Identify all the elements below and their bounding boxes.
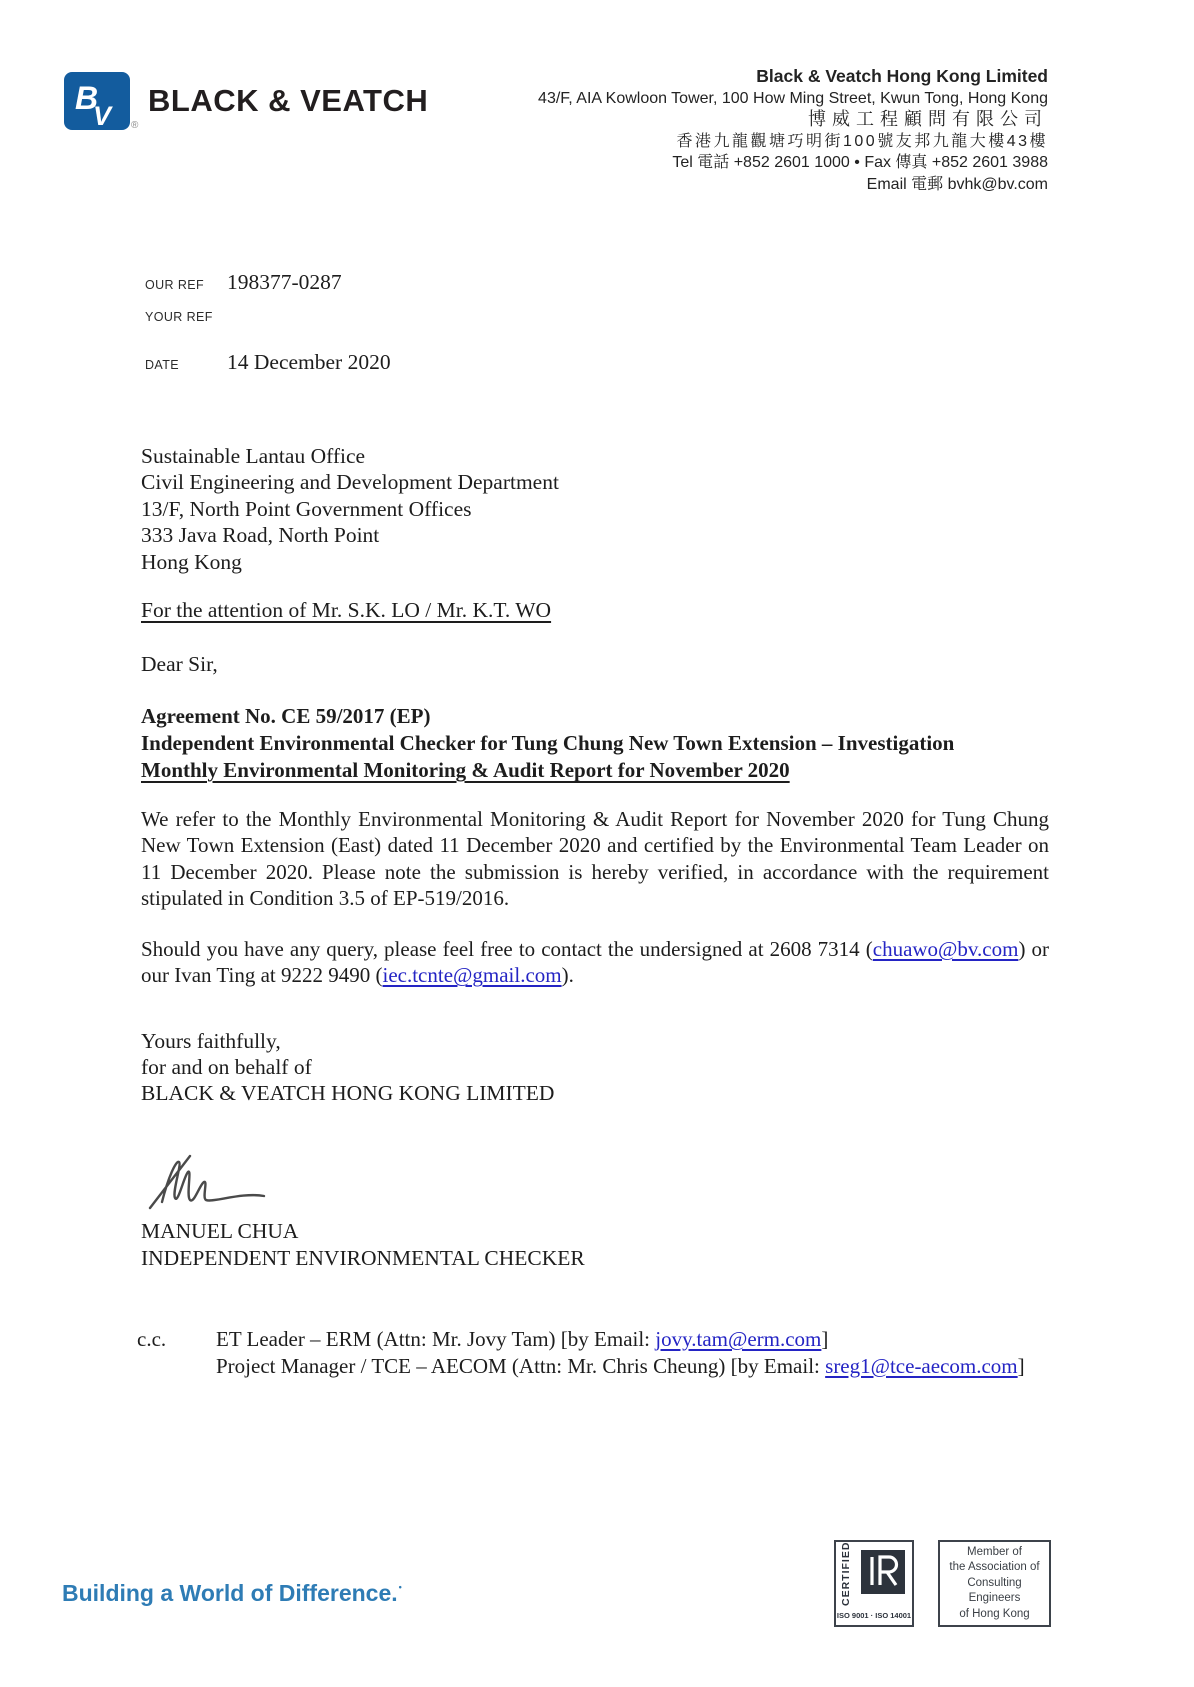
membership-line: the Association of bbox=[949, 1561, 1040, 1574]
cc-entry-text: ] bbox=[821, 1327, 829, 1351]
paragraph2-text: ). bbox=[561, 963, 574, 988]
email-link-iec-tcnte[interactable]: iec.tcnte@gmail.com bbox=[382, 963, 562, 988]
membership-line: of Hong Kong bbox=[959, 1607, 1030, 1620]
company-email-line: Email 電郵 bvhk@bv.com bbox=[866, 175, 1048, 193]
membership-line: Member of bbox=[967, 1545, 1022, 1558]
email-link-sreg1[interactable]: sreg1@tce-aecom.com bbox=[825, 1353, 1018, 1378]
paragraph2-text: Should you have any query, please feel free to contact the undersigned at 2608 7314 ( bbox=[141, 937, 873, 961]
cc-entry-et-leader bbox=[216, 1326, 1048, 1353]
subject-line-project: Independent Environmental Checker for Tung Chung New Town Extension – Investigation bbox=[141, 731, 955, 755]
subject-block bbox=[141, 703, 1049, 784]
our-ref-value: 198377-0287 bbox=[227, 270, 342, 294]
recipient-line: 13/F, North Point Government Offices bbox=[141, 496, 472, 521]
recipient-line: Hong Kong bbox=[141, 549, 242, 574]
our-ref-label: OUR REF bbox=[145, 278, 205, 292]
cc-entry-text: ] bbox=[1017, 1353, 1025, 1378]
membership-line: Consulting Engineers bbox=[967, 1576, 1022, 1605]
salutation: Dear Sir, bbox=[141, 652, 218, 676]
recipient-address-block bbox=[141, 443, 559, 575]
registered-trademark-icon: ® bbox=[131, 120, 139, 131]
iso-certification-label: ISO 9001 · ISO 14001 bbox=[836, 1611, 912, 1620]
company-logo-lockup bbox=[64, 72, 428, 130]
bv-logo-icon bbox=[64, 72, 130, 130]
company-address-english: 43/F, AIA Kowloon Tower, 100 How Ming Street, Kwun Tong, Hong Kong bbox=[538, 89, 1048, 107]
lr-certification-badge bbox=[834, 1540, 914, 1627]
tagline-text: Building a World of Difference. bbox=[62, 1580, 398, 1606]
association-membership-badge bbox=[938, 1540, 1051, 1627]
date-value: 14 December 2020 bbox=[227, 350, 391, 374]
attention-line: For the attention of Mr. S.K. LO / Mr. K.T. WO bbox=[141, 598, 552, 622]
company-wordmark: BLACK & VEATCH bbox=[148, 83, 429, 118]
closing-block bbox=[141, 1028, 554, 1106]
cc-entry-project-manager bbox=[216, 1353, 1048, 1380]
tagline-trademark-icon: • bbox=[398, 1582, 402, 1593]
recipient-line: Civil Engineering and Development Department bbox=[141, 470, 559, 495]
company-name-english: Black & Veatch Hong Kong Limited bbox=[756, 66, 1048, 86]
company-tel-fax-line: Tel 電話 +852 2601 1000 • Fax 傳真 +852 2601 3988 bbox=[672, 154, 1048, 171]
paragraph2-text: ) or our Ivan Ting at 9222 9490 ( bbox=[141, 937, 1049, 988]
your-ref-row bbox=[145, 310, 391, 337]
reference-block bbox=[145, 270, 391, 390]
closing-valediction: Yours faithfully, bbox=[141, 1029, 281, 1053]
signer-title: INDEPENDENT ENVIRONMENTAL CHECKER bbox=[141, 1245, 585, 1270]
email-link-jovy-tam[interactable]: jovy.tam@erm.com bbox=[655, 1327, 822, 1351]
company-tagline bbox=[62, 1580, 401, 1607]
signer-block bbox=[141, 1218, 585, 1271]
bv-monogram-b: B bbox=[75, 80, 99, 116]
email-link-chuawo[interactable]: chuawo@bv.com bbox=[872, 937, 1019, 961]
closing-on-behalf: for and on behalf of bbox=[141, 1055, 312, 1079]
body-paragraph-1: We refer to the Monthly Environmental Monitoring & Audit Report for November 2020 for Tung Chung New Town Extension (East) dated 11 December 2020 and certified by the Environmental Team Leader on 11 December 2020. Please note the submission is hereby verified, in accordance with the requirement stipulated in Condition 3.5 of EP-519/2016. bbox=[141, 807, 1049, 911]
recipient-line: Sustainable Lantau Office bbox=[141, 444, 366, 468]
body-paragraph-2 bbox=[141, 936, 1049, 989]
our-ref-row bbox=[145, 270, 391, 297]
recipient-line: 333 Java Road, North Point bbox=[141, 523, 380, 548]
subject-line-report: Monthly Environmental Monitoring & Audit Report for November 2020 bbox=[141, 758, 790, 782]
cc-block bbox=[137, 1326, 1048, 1379]
your-ref-label: YOUR REF bbox=[145, 310, 213, 324]
signer-name: MANUEL CHUA bbox=[141, 1219, 299, 1243]
closing-company-name: BLACK & VEATCH HONG KONG LIMITED bbox=[141, 1081, 555, 1105]
subject-line-agreement: Agreement No. CE 59/2017 (EP) bbox=[141, 704, 431, 728]
lr-logo-icon bbox=[861, 1550, 905, 1594]
cc-entry-text: ET Leader – ERM (Attn: Mr. Jovy Tam) [by Email: bbox=[216, 1327, 656, 1351]
company-address-chinese: 香港九龍觀塘巧明街100號友邦九龍大樓43樓 bbox=[676, 132, 1048, 150]
company-contact-block bbox=[538, 66, 1048, 195]
bv-monogram-v: V bbox=[93, 101, 112, 130]
signature-image bbox=[146, 1150, 296, 1214]
company-name-chinese: 博威工程顧問有限公司 bbox=[808, 109, 1048, 129]
certified-label: CERTIFIED bbox=[840, 1541, 852, 1606]
cc-label: c.c. bbox=[137, 1327, 167, 1351]
date-label: DATE bbox=[145, 358, 180, 372]
cc-entry-text: Project Manager / TCE – AECOM (Attn: Mr. Chris Cheung) [by Email: bbox=[216, 1353, 826, 1378]
date-row bbox=[145, 350, 391, 377]
